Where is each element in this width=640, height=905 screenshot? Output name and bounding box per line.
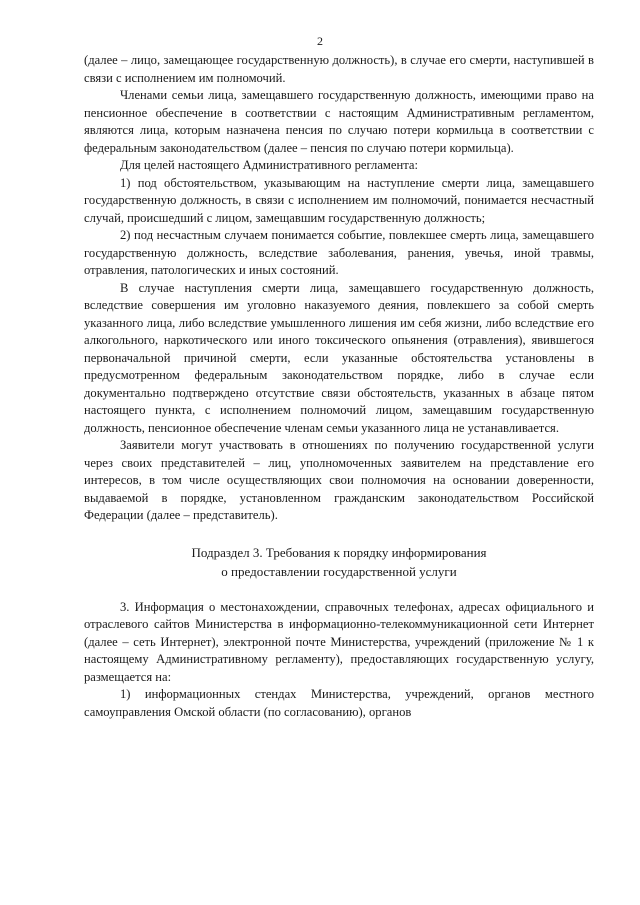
paragraph: Заявители могут участвовать в отношениях по получению государственной услуги через своих представителей – лиц, уполномоченных заявителем на представление его интересов, в том числе осуществляющих свои полномочия на основании доверенности, выдаваемой в порядке, установленном гражданским законодательством Российской Федерации (далее – представитель). [84,438,594,522]
paragraph: (далее – лицо, замещающее государственную должность), в случае его смерти, наступившей в связи с исполнением им полномочий. [84,53,594,85]
paragraphs-after-heading [84,599,594,722]
paragraph: 1) информационных стендах Министерства, учреждений, органов местного самоуправления Омской области (по согласованию), органов [84,687,594,719]
document-body [84,52,594,721]
paragraph: 2) под несчастным случаем понимается событие, повлекшее смерть лица, замещавшего государственную должность, вследствие заболевания, ранения, увечья, иной травмы, отравления, патологических и иных состояний. [84,228,594,277]
paragraph: Членами семьи лица, замещавшего государственную должность, имеющими право на пенсионное обеспечение в соответствии с настоящим Административным регламентом, являются лица, которым назначена пенсия по случаю потери кормильца в соответствии с федеральным законодательством (далее – пенсия по случаю потери кормильца). [84,88,594,155]
paragraphs-before-heading [84,52,594,525]
paragraph: Для целей настоящего Административного регламента: [120,158,418,172]
subsection-heading [84,543,594,581]
paragraph: В случае наступления смерти лица, замещавшего государственную должность, вследствие совершения им уголовно наказуемого деяния, повлекшего за собой смерть указанного лица, либо вследствие умышленного лишения им себя жизни, либо вследствие его алкогольного, наркотического или иного токсического опьянения (отравления), явившегося первоначальной причиной смерти, если указанные обстоятельства установлены в предусмотренном федеральным законодательством порядке, либо в случае если документально подтверждено отсутствие связи обстоятельств, указанных в абзаце пятом настоящего пункта, с исполнением полномочий лицом, замещавшим государственную должность, пенсионное обеспечение членам семьи указанного лица не устанавливается. [84,280,594,435]
paragraph: 3. Информация о местонахождении, справочных телефонах, адресах официального и отраслевого сайтов Министерства в информационно-телекоммуникационной сети Интернет (далее – сеть Интернет), электронной почте Министерства, учреждений (приложение № 1 к настоящему Административному регламенту), предоставляющих государственную услугу, размещается на: [84,599,594,684]
heading-line-1: Подраздел 3. Требования к порядку информирования [191,544,487,560]
paragraph: 1) под обстоятельством, указывающим на наступление смерти лица, замещавшего государственную должность, в связи с исполнением им полномочий, понимается несчастный случай, происшедший с лицом, замещавшим государственную должность; [84,175,594,225]
heading-line-2: о предоставлении государственной услуги [221,563,457,579]
page-number: 2 [317,34,323,48]
